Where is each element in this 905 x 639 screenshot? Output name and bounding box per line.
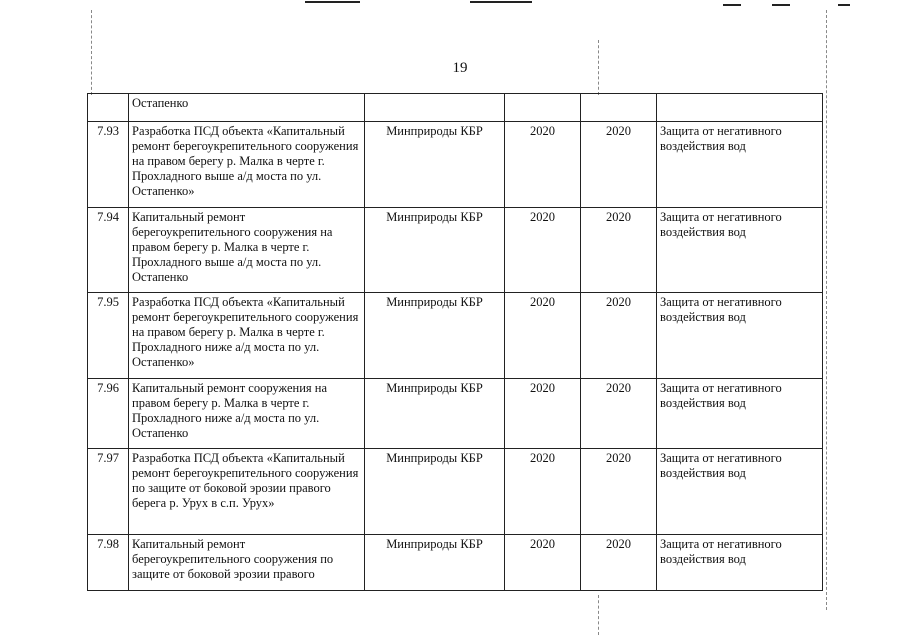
scan-mark bbox=[838, 4, 850, 6]
cell-end: 2020 bbox=[581, 293, 657, 379]
cell-goal: Защита от негативного воздействия вод bbox=[657, 122, 823, 208]
cell-org: Минприроды КБР bbox=[365, 535, 505, 591]
cell-end: 2020 bbox=[581, 208, 657, 293]
table-row bbox=[88, 293, 823, 379]
table-row bbox=[88, 122, 823, 208]
cell-num: 7.93 bbox=[88, 122, 129, 208]
scan-mark bbox=[470, 1, 532, 3]
cell-end: 2020 bbox=[581, 122, 657, 208]
scan-fold-line bbox=[826, 10, 827, 610]
cell-end: 2020 bbox=[581, 449, 657, 535]
table-row bbox=[88, 208, 823, 293]
cell-end bbox=[581, 94, 657, 122]
cell-num: 7.95 bbox=[88, 293, 129, 379]
cell-start: 2020 bbox=[505, 535, 581, 591]
cell-name: Разработка ПСД объекта «Капитальный ремонт берегоукрепительного сооружения на правом берегу р. Малка в черте г. Прохладного ниже а/д моста по ул. Остапенко» bbox=[129, 293, 365, 379]
scan-mark bbox=[723, 4, 741, 6]
cell-org: Минприроды КБР bbox=[365, 122, 505, 208]
cell-goal: Защита от негативного воздействия вод bbox=[657, 293, 823, 379]
cell-start: 2020 bbox=[505, 122, 581, 208]
cell-num bbox=[88, 94, 129, 122]
cell-name: Разработка ПСД объекта «Капитальный ремонт берегоукрепительного сооружения на правом берегу р. Малка в черте г. Прохладного выше а/д моста по ул. Остапенко» bbox=[129, 122, 365, 208]
cell-org: Минприроды КБР bbox=[365, 449, 505, 535]
cell-org: Минприроды КБР bbox=[365, 208, 505, 293]
scan-fold-line bbox=[598, 595, 599, 635]
cell-num: 7.97 bbox=[88, 449, 129, 535]
scan-fold-line bbox=[91, 10, 92, 95]
cell-goal bbox=[657, 94, 823, 122]
cell-org: Минприроды КБР bbox=[365, 293, 505, 379]
cell-num: 7.98 bbox=[88, 535, 129, 591]
scan-fold-line bbox=[598, 40, 599, 95]
cell-start bbox=[505, 94, 581, 122]
cell-end: 2020 bbox=[581, 535, 657, 591]
page-number: 19 bbox=[452, 60, 468, 76]
cell-org bbox=[365, 94, 505, 122]
table-row bbox=[88, 535, 823, 591]
cell-start: 2020 bbox=[505, 208, 581, 293]
cell-name-continuation: Остапенко bbox=[129, 94, 365, 122]
table-row bbox=[88, 379, 823, 449]
scan-mark bbox=[772, 4, 790, 6]
cell-start: 2020 bbox=[505, 449, 581, 535]
table-row-continuation bbox=[88, 94, 823, 122]
cell-name: Капитальный ремонт берегоукрепительного сооружения по защите от боковой эрозии правого bbox=[129, 535, 365, 591]
scan-mark bbox=[305, 1, 360, 3]
cell-num: 7.94 bbox=[88, 208, 129, 293]
cell-name: Разработка ПСД объекта «Капитальный ремонт берегоукрепительного сооружения по защите от боковой эрозии правого берега р. Урух в с.п. Урух» bbox=[129, 449, 365, 535]
document-table bbox=[87, 93, 823, 591]
cell-org: Минприроды КБР bbox=[365, 379, 505, 449]
cell-name: Капитальный ремонт сооружения на правом берегу р. Малка в черте г. Прохладного ниже а/д моста по ул. Остапенко bbox=[129, 379, 365, 449]
cell-num: 7.96 bbox=[88, 379, 129, 449]
cell-name: Капитальный ремонт берегоукрепительного сооружения на правом берегу р. Малка в черте г. Прохладного выше а/д моста по ул. Остапенко bbox=[129, 208, 365, 293]
cell-goal: Защита от негативного воздействия вод bbox=[657, 449, 823, 535]
cell-start: 2020 bbox=[505, 293, 581, 379]
cell-end: 2020 bbox=[581, 379, 657, 449]
cell-start: 2020 bbox=[505, 379, 581, 449]
cell-goal: Защита от негативного воздействия вод bbox=[657, 379, 823, 449]
cell-goal: Защита от негативного воздействия вод bbox=[657, 535, 823, 591]
table-row bbox=[88, 449, 823, 535]
cell-goal: Защита от негативного воздействия вод bbox=[657, 208, 823, 293]
